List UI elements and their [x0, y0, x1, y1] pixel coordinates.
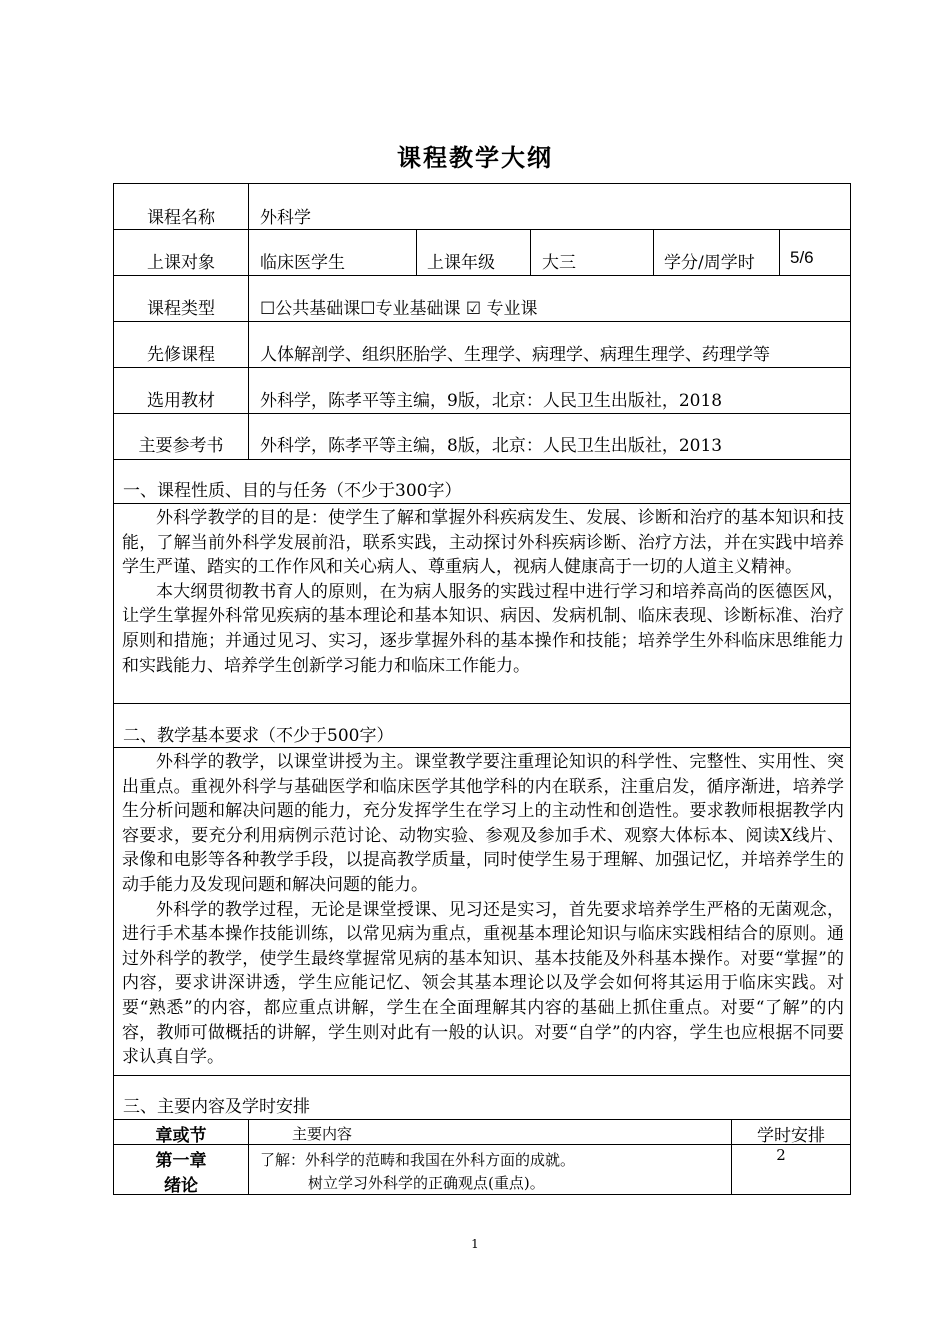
header-content: 主要内容 [292, 1125, 353, 1143]
column-divider [653, 229, 654, 275]
chapter-number: 第一章 [155, 1151, 207, 1171]
course-type-value: ☐公共基础课☐专业基础课 ☑ 专业课 [260, 299, 538, 319]
row-divider [114, 321, 850, 322]
row-divider [114, 703, 850, 704]
chapter-title: 绪论 [164, 1176, 198, 1196]
row-divider [114, 367, 850, 368]
section2-body [122, 750, 844, 1070]
course-name-value: 外科学 [260, 208, 311, 228]
audience-value: 临床医学生 [260, 253, 345, 273]
column-divider [248, 184, 249, 459]
section3-title: 三、主要内容及学时安排 [123, 1097, 310, 1117]
column-divider [416, 229, 417, 275]
row-divider [114, 747, 850, 748]
textbook-label: 选用教材 [147, 391, 215, 411]
reference-value: 外科学，陈孝平等主编，8版，北京：人民卫生出版社，2013 [260, 436, 723, 456]
row-divider [114, 1075, 850, 1076]
header-chapter: 章或节 [155, 1126, 207, 1146]
credit-value: 5/6 [790, 248, 814, 267]
credit-label: 学分/周学时 [664, 253, 755, 273]
section2-title: 二、教学基本要求（不少于500字） [123, 726, 394, 746]
header-hours: 学时安排 [757, 1126, 825, 1146]
section1-paragraph: 本大纲贯彻教书育人的原则，在为病人服务的实践过程中进行学习和培养高尚的医德医风，让学生掌握外科常见疾病的基本理论和基本知识、病因、发病机制、临床表现、诊断标准、治疗原则和措施；并通过见习、实习，逐步掌握外科的基本操作和技能；培养学生外科临床思维能力和实践能力、培养学生创新学习能力和临床工作能力。 [122, 581, 844, 676]
reference-label: 主要参考书 [138, 436, 224, 456]
textbook-value: 外科学，陈孝平等主编，9版，北京：人民卫生出版社，2018 [260, 391, 723, 411]
row-divider [114, 275, 850, 276]
section1-body [122, 506, 844, 678]
prerequisite-label: 先修课程 [147, 345, 215, 365]
row-divider [114, 459, 850, 460]
section1-paragraph: 外科学教学的目的是：使学生了解和掌握外科疾病发生、发展、诊断和治疗的基本知识和技能，了解当前外科学发展前沿，联系实践，主动探讨外科疾病诊断、治疗方法，并在实践中培养学生严谨、踏实的工作作风和关心病人、尊重病人，视病人健康高于一切的人道主义精神。 [122, 508, 844, 578]
audience-label: 上课对象 [147, 253, 215, 273]
column-divider [248, 1119, 249, 1195]
column-divider [779, 229, 780, 275]
page-title: 课程教学大纲 [397, 143, 553, 172]
syllabus-table [113, 183, 851, 1195]
hours-value: 2 [776, 1146, 786, 1164]
section1-title: 一、课程性质、目的与任务（不少于300字） [123, 481, 462, 501]
section2-paragraph: 外科学的教学过程，无论是课堂授课、见习还是实习，首先要求培养学生严格的无菌观念，进行手术基本操作技能训练，以常见病为重点，重视基本理论知识与临床实践相结合的原则。通过外科学的教学，使学生最终掌握常见病的基本知识、基本技能及外科基本操作。对要“掌握”的内容，要求讲深讲透，学生应能记忆、领会其基本理论以及学会如何将其运用于临床实践。对要“熟悉”的内容，都应重点讲解，学生在全面理解其内容的基础上抓住重点。对要“了解”的内容，教师可做概括的讲解，学生则对此有一般的认识。对要“自学”的内容，学生也应根据不同要求认真自学。 [122, 899, 844, 1068]
course-type-label: 课程类型 [147, 299, 215, 319]
section2-paragraph: 外科学的教学，以课堂讲授为主。课堂教学要注重理论知识的科学性、完整性、实用性、突出重点。重视外科学与基础医学和临床医学其他学科的内在联系，注重启发，循序渐进，培养学生分析问题和解决问题的能力，充分发挥学生在学习上的主动性和创造性。要求教师根据教学内容要求，要充分利用病例示范讨论、动物实验、参观及参加手术、观察大体标本、阅读X线片、录像和电影等各种教学手段，以提高教学质量，同时使学生易于理解、加强记忆，并培养学生的动手能力及发现问题和解决问题的能力。 [122, 752, 844, 895]
row-divider [114, 229, 850, 230]
row-divider [114, 1119, 850, 1120]
grade-label: 上课年级 [427, 253, 495, 273]
course-name-label: 课程名称 [147, 208, 215, 228]
row-divider [114, 413, 850, 414]
prerequisite-value: 人体解剖学、组织胚胎学、生理学、病理学、病理生理学、药理学等 [260, 345, 770, 365]
page-number: 1 [471, 1237, 479, 1251]
grade-value: 大三 [542, 253, 576, 273]
content-line: 了解：外科学的范畴和我国在外科方面的成就。 [260, 1151, 576, 1169]
column-divider [530, 229, 531, 275]
content-line: 树立学习外科学的正确观点(重点)。 [308, 1174, 545, 1192]
row-divider [114, 503, 850, 504]
